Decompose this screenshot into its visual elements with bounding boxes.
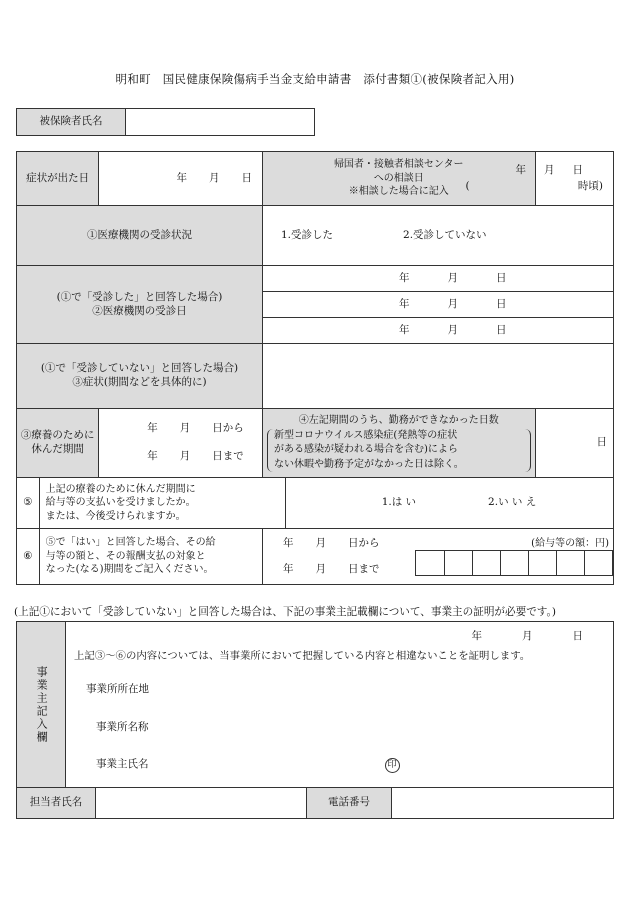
insured-name-label: 被保険者氏名	[17, 109, 126, 136]
days-unit: 日	[596, 436, 607, 449]
year-label: 年	[471, 630, 482, 642]
month-label: 月	[208, 171, 220, 184]
contact-person-label: 担当者氏名	[17, 788, 96, 819]
employer-address-label: 事業所所在地	[86, 683, 149, 696]
employer-side-label	[17, 622, 66, 788]
month-label: 月	[179, 450, 191, 462]
q6-question	[39, 529, 262, 585]
day-label: 日	[495, 297, 507, 310]
symptom-date-field[interactable]	[99, 152, 263, 206]
year-label: 年	[176, 171, 187, 184]
insured-name-field[interactable]	[126, 109, 315, 136]
time-open: (	[465, 179, 470, 192]
month-label: 月	[447, 323, 458, 336]
employer-note: (上記①において「受診していない」と回答した場合は、下記の事業主記載欄について、事業主の証明が必要です。)	[14, 606, 556, 618]
consult-line2: への相談日	[373, 172, 424, 184]
consult-line3: ※相談した場合に記入	[348, 186, 449, 198]
q4-line4: ない休暇や勤務予定がなかった日は除く。	[273, 458, 464, 470]
q2-label	[17, 266, 263, 344]
to-suffix: 日まで	[212, 450, 244, 462]
contact-table	[16, 787, 614, 819]
symptom-date-label: 症状が出た日	[17, 152, 99, 206]
q4-label	[262, 409, 535, 478]
rest-line2: 休んだ期間	[31, 443, 84, 455]
q2-date-field-3[interactable]	[262, 318, 613, 344]
q6-line1: ⑤で「はい」と回答した場合、その給	[45, 537, 216, 549]
q5-number: ⑤	[17, 478, 40, 529]
q5-question	[39, 478, 285, 529]
year-label: 年	[147, 450, 158, 462]
q3-symptom-field[interactable]	[262, 344, 613, 409]
consult-day-label: 日	[572, 163, 583, 176]
month-label: 月	[315, 536, 326, 549]
to-suffix: 日まで	[347, 562, 380, 575]
month-label: 月	[315, 562, 326, 575]
day-label: 日	[495, 323, 507, 336]
q4-days-field[interactable]	[535, 409, 614, 478]
q2-date-field-2[interactable]	[262, 292, 613, 318]
q2-line2: ②医療機関の受診日	[92, 304, 187, 317]
employer-owner-label: 事業主氏名	[96, 758, 149, 771]
q2-date-field-1[interactable]	[262, 266, 613, 292]
employer-name-label: 事業所名称	[96, 720, 149, 733]
q4-line2: 新型コロナウイルス感染症(発熱等の症状	[273, 429, 458, 441]
main-form-table	[16, 151, 614, 585]
employer-table	[16, 621, 614, 788]
from-suffix: 日から	[212, 422, 244, 435]
year-label: 年	[398, 297, 410, 310]
phone-field[interactable]	[392, 788, 614, 819]
consult-date-label	[262, 152, 535, 206]
time-close: 時頃)	[577, 179, 603, 192]
consult-month-label: 月	[544, 163, 555, 176]
rest-period-label	[17, 409, 99, 478]
year-label: 年	[398, 271, 410, 284]
q4-line1: ④左記期間のうち、勤務ができなかった日数	[298, 415, 499, 426]
employer-owner-row	[66, 734, 613, 773]
rest-period-field[interactable]	[99, 409, 263, 478]
q1-option-not-visited[interactable]: 2.受診していない	[403, 228, 487, 241]
day-label: 日	[241, 171, 252, 184]
q5-line3: または、今後受けられますか。	[45, 510, 186, 522]
form-title: 明和町 国民健康保険傷病手当金支給申請書 添付書類①(被保険者記入用)	[115, 72, 515, 86]
q3-line1: (①で「受診していない」と回答した場合)	[40, 362, 239, 375]
q5-option-no[interactable]: 2.い い え	[488, 496, 537, 509]
month-label: 月	[447, 271, 458, 284]
q4-line3: がある感染が疑われる場合を含む)によら	[273, 444, 458, 455]
certify-text: 上記③～⑥の内容については、当事業所において把握している内容と相違ないことを証明します。	[74, 649, 531, 662]
day-label: 日	[495, 271, 507, 284]
q3-label	[17, 344, 263, 409]
employer-content	[66, 622, 614, 788]
contact-person-field[interactable]	[96, 788, 307, 819]
q6-line2: 与等の額と、その報酬支払の対象と	[45, 550, 206, 562]
q1-option-visited[interactable]: 1.受診した	[280, 228, 334, 241]
employer-side-text: 事業主記入欄	[35, 665, 49, 744]
insured-table	[16, 108, 315, 136]
q5-line2: 給与等の支払いを受けましたか。	[45, 497, 196, 509]
q6-line3: なった(なる)期間をご記入ください。	[45, 564, 214, 576]
rest-line1: ③療養のために	[20, 429, 95, 442]
phone-label: 電話番号	[307, 788, 392, 819]
amount-boxes[interactable]	[415, 550, 613, 576]
month-label: 月	[522, 630, 533, 642]
year-label: 年	[147, 422, 158, 435]
q5-option-yes[interactable]: 1.は い	[381, 496, 417, 509]
q5-line1: 上記の療養のために休んだ期間に	[45, 483, 196, 495]
from-suffix: 日から	[347, 536, 380, 549]
month-label: 月	[447, 297, 458, 310]
q5-options[interactable]	[285, 478, 613, 529]
month-label: 月	[179, 422, 191, 435]
q6-number: ⑥	[17, 529, 40, 585]
year-label: 年	[398, 323, 410, 336]
year-label: 年	[282, 536, 294, 549]
seal-mark: 印	[385, 758, 400, 773]
consult-line1: 帰国者・接触者相談センター	[333, 159, 464, 171]
q1-label: ①医療機関の受診状況	[17, 206, 263, 266]
q6-detail-field[interactable]	[262, 529, 613, 585]
q1-options[interactable]	[262, 206, 613, 266]
q2-line1: (①で「受診した」と回答した場合)	[56, 290, 223, 303]
day-label: 日	[572, 630, 583, 642]
amount-label: (給与等の額：円)	[531, 538, 609, 549]
year-label: 年	[282, 562, 294, 575]
consult-year-label: 年	[515, 163, 526, 176]
consult-date-field[interactable]	[465, 152, 614, 206]
q3-line2: ③症状(期間などを具体的に)	[72, 376, 207, 388]
